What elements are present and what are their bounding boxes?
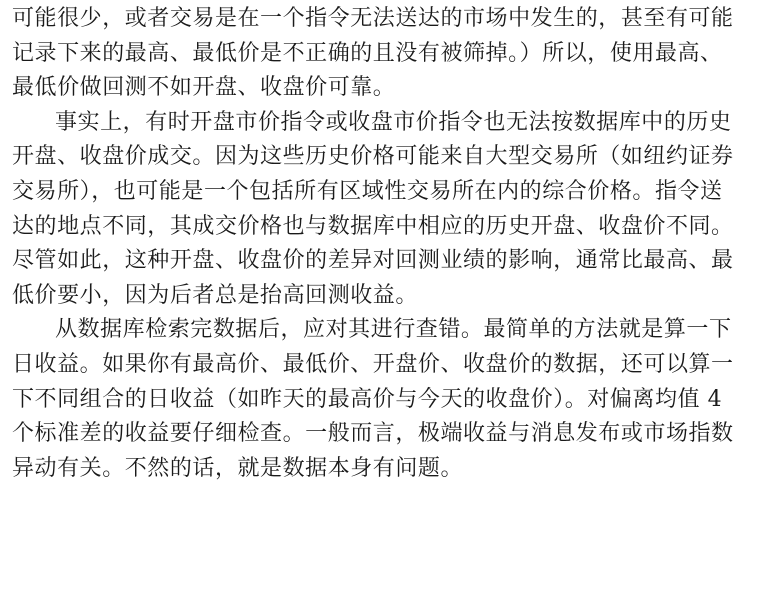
paragraph-1	[12, 2, 748, 106]
text-line: 异动有关。不然的话，就是数据本身有问题。	[12, 455, 464, 481]
text-line: 日收益。如果你有最高价、最低价、开盘价、收盘价的数据，还可以算一	[12, 351, 734, 377]
text-line: 个标准差的收益要仔细检查。一般而言，极端收益与消息发布或市场指数	[12, 421, 734, 447]
paragraph-2	[12, 106, 748, 314]
text-line: 达的地点不同，其成交价格也与数据库中相应的历史开盘、收盘价不同。	[12, 213, 734, 239]
text-line: 低价要小，因为后者总是抬高回测收益。	[12, 282, 418, 308]
text-line: 最低价做回测不如开盘、收盘价可靠。	[12, 75, 396, 101]
paragraph-3	[12, 313, 748, 486]
text-line: 从数据库检索完数据后，应对其进行查错。最简单的方法就是算一下	[55, 317, 732, 343]
text-line: 下不同组合的日收益（如昨天的最高价与今天的收盘价）。对偏离均值 4	[12, 386, 723, 412]
text-line: 记录下来的最高、最低价是不正确的且没有被筛掉。）所以，使用最高、	[12, 40, 723, 66]
text-line: 交易所），也可能是一个包括所有区域性交易所在内的综合价格。指令送	[12, 178, 723, 204]
text-line: 尽管如此，这种开盘、收盘价的差异对回测业绩的影响，通常比最高、最	[12, 248, 734, 274]
text-line: 可能很少，或者交易是在一个指令无法送达的市场中发生的，甚至有可能	[12, 6, 734, 31]
text-line: 事实上，有时开盘市价指令或收盘市价指令也无法按数据库中的历史	[55, 109, 732, 135]
text-line: 开盘、收盘价成交。因为这些历史价格可能来自大型交易所（如纽约证券	[12, 144, 734, 170]
